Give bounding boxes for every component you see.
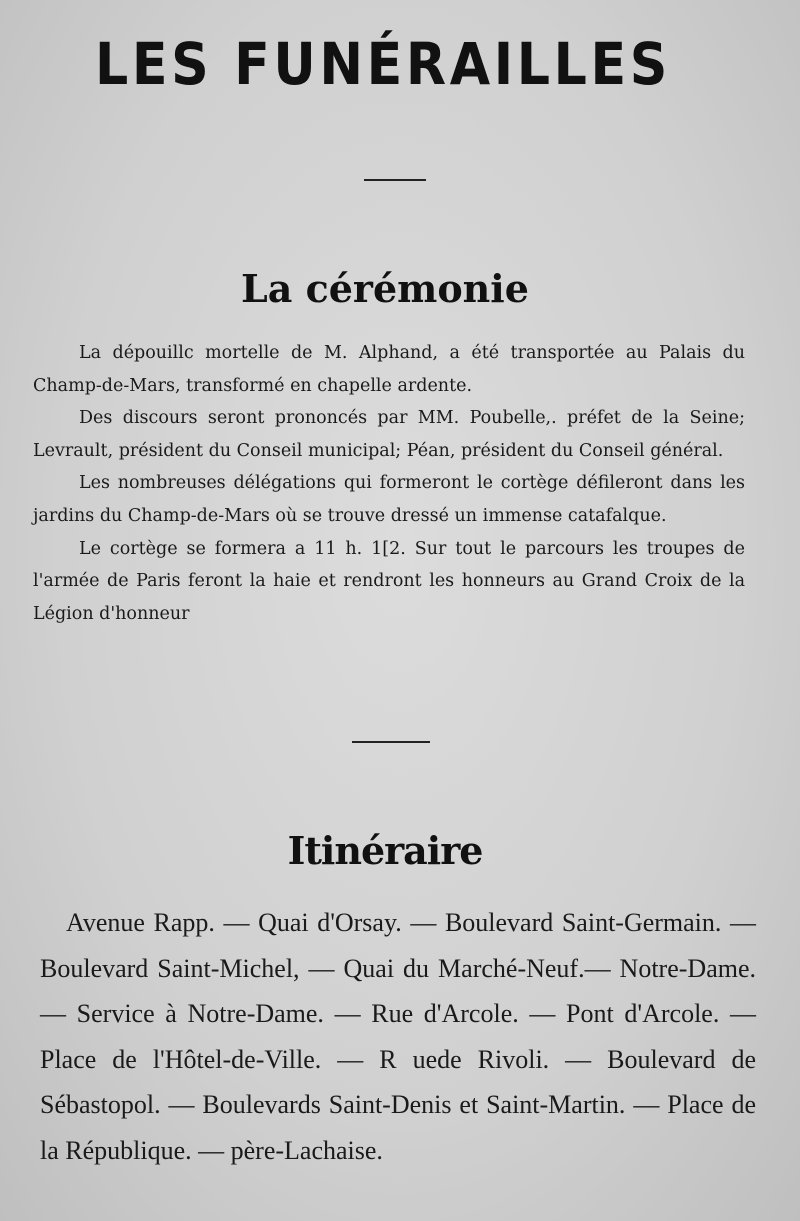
section-title-itineraire: Itinéraire	[287, 828, 483, 873]
headline: LES FUNÉRAILLES	[95, 30, 671, 98]
paragraph: La dépouillc mortelle de M. Alphand, a été transportée au Palais du Champ-de-Mars, transformé en chapelle ardente.	[33, 343, 745, 396]
itineraire-article	[40, 900, 756, 1173]
divider-rule-middle	[352, 741, 430, 743]
paragraph: Des discours seront prononcés par MM. Poubelle,. préfet de la Seine; Levrault, président du Conseil municipal; Péan, président du Conseil général.	[33, 408, 745, 461]
itinerary-text: Avenue Rapp. — Quai d'Orsay. — Boulevard Saint-Germain. — Boulevard Saint-Michel, — Quai du Marché-Neuf.— Notre-Dame. — Service à Notre-Dame. — Rue d'Arcole. — Pont d'Arcole. — Place de l'Hôtel-de-Ville. — R uede Rivoli. — Boulevard de Sébastopol. — Boulevards Saint-Denis et Saint-Martin. — Place de la République. — père-Lachaise.	[40, 908, 756, 1165]
paragraph: Les nombreuses délégations qui formeront le cortège défileront dans les jardins du Champ-de-Mars où se trouve dressé un immense catafalque.	[33, 473, 745, 526]
divider-rule-top	[364, 179, 426, 181]
section-title-ceremonie: La cérémonie	[241, 266, 529, 311]
paragraph: Le cortège se formera a 11 h. 1[2. Sur tout le parcours les troupes de l'armée de Paris feront la haie et rendront les honneurs au Grand Croix de la Légion d'honneur	[33, 538, 745, 624]
ceremonie-article	[33, 337, 745, 630]
